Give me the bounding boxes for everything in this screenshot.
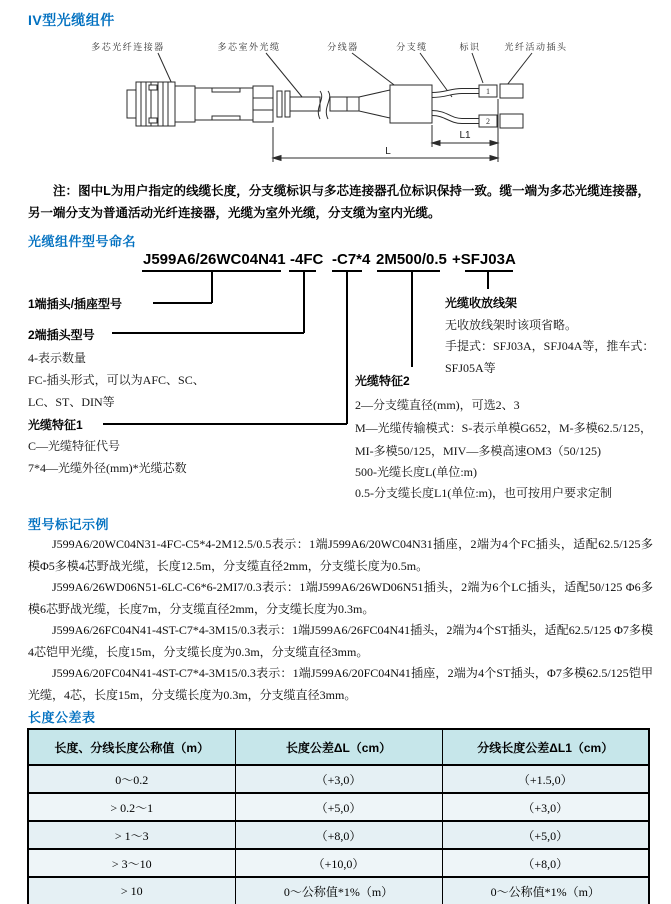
cell-range: 0～0.2 [28, 765, 235, 793]
table-row [28, 877, 649, 904]
example-paragraph: J599A6/20FC04N41-4ST-C7*4-3M15/0.3表示：1端J599A6/20FC04N41插座，2端为4个ST插头，Φ7多模62.5/125铠甲光缆，4芯，长度15m，分支缆长度为0.3m，分支缆直径3mm。 [28, 666, 653, 702]
cell-tolerance-l1: （+1.5,0） [442, 765, 649, 793]
example-paragraph: J599A6/26FC04N41-4ST-C7*4-3M15/0.3表示：1端J599A6/26FC04N41插头，2端为4个ST插头，适配62.5/125 Φ7多模4芯铠甲光缆，长度15m，分支缆长度为0.3m，分支缆直径3mm。 [28, 623, 653, 659]
label-end1-plug-type: 1端插头/插座型号 [28, 297, 123, 311]
desc-transmission-mode-2: MI-多模50/125，MIV—多模高速OM3（50/125) [355, 444, 601, 458]
col-header-branch-tolerance: 分线长度公差ΔL1（cm） [442, 729, 649, 765]
section-heading-naming: 光缆组件型号命名 [28, 234, 137, 249]
desc-end2-count: 4-表示数量 [28, 351, 86, 365]
outdoor-cable-icon [290, 91, 347, 119]
model-part-1: J599A6/26WC04N41 [143, 251, 286, 268]
desc-end2-plug-form-2: LC、ST、DIN等 [28, 395, 115, 409]
desc-cable-length: 500-光缆长度L(单位:m) [355, 465, 477, 479]
table-header-row [28, 729, 649, 765]
cell-range: > 3～10 [28, 849, 235, 877]
cell-tolerance-l: （+5,0） [235, 793, 442, 821]
table-row [28, 793, 649, 821]
multicore-connector-icon [127, 82, 290, 126]
example-paragraph: J599A6/20WC04N31-4FC-C5*4-2M12.5/0.5表示：1端J599A6/20WC04N31插座，2端为4个FC插头，适配62.5/125多模Φ5多模4芯野战光缆，长度12.5m，分支缆直径2mm，分支缆长度为0.5m。 [28, 537, 653, 573]
col-header-nominal-length: 长度、分线长度公称值（m） [28, 729, 235, 765]
cell-tolerance-l1: （+3,0） [442, 793, 649, 821]
model-part-4: 2M500/0.5 [376, 251, 447, 268]
table-row [28, 765, 649, 793]
label-fiber-plug: 光纤活动插头 [504, 42, 568, 52]
example-paragraph: J599A6/26WD06N51-6LC-C6*6-2MI7/0.3表示：1端J599A6/26WD06N51插头，2端为6个LC插头，适配50/125 Φ6多模6芯野战光缆，长度7m，分支缆直径2mm，分支缆长度为0.3m。 [28, 580, 653, 616]
dim-label-l: L [385, 146, 391, 157]
desc-end2-plug-form: FC-插头形式，可以为AFC、SC、 [28, 373, 205, 387]
table-row [28, 821, 649, 849]
desc-transmission-mode: M—光缆传输模式：S-表示单模G652，M-多模62.5/125， [355, 421, 653, 435]
model-part-3: -C7*4 [332, 251, 371, 268]
label-splitter: 分线器 [327, 42, 359, 52]
page-title: IV型光缆组件 [28, 12, 115, 28]
cell-tolerance-l: （+3,0） [235, 765, 442, 793]
label-end2-plug-type: 2端插头型号 [28, 328, 95, 342]
label-branch-cable: 分支缆 [396, 42, 428, 52]
examples-block [28, 534, 653, 706]
desc-feature1-diameter: 7*4—光缆外径(mm)*光缆芯数 [28, 461, 187, 475]
desc-branch-length: 0.5-分支缆长度L1(单位:m)，也可按用户要求定制 [355, 486, 612, 500]
fiber-plug-upper [500, 84, 523, 98]
cell-range: > 0.2～1 [28, 793, 235, 821]
cell-tolerance-l: （+8,0） [235, 821, 442, 849]
branch-cables-icon [432, 91, 479, 121]
splitter-icon [347, 85, 432, 123]
desc-reel-portable: 手提式：SFJ03A，SFJ04A等，推车式： [445, 339, 655, 353]
label-multicore-connector: 多芯光纤连接器 [91, 42, 165, 52]
desc-branch-diameter: 2—分支缆直径(mm)，可选2、3 [355, 398, 520, 412]
table-row [28, 849, 649, 877]
label-outdoor-cable: 多芯室外光缆 [217, 42, 281, 52]
dim-label-l1: L1 [459, 130, 471, 141]
diagram-note: 注：图中L为用户指定的线缆长度，分支缆标识与多芯连接器孔位标识保持一致。缆一端为多芯光缆连接器，另一端分支为普通活动光纤连接器，光缆为室外光缆，分支缆为室内光缆。 [28, 184, 650, 220]
desc-reel-cart: SFJ05A等 [445, 361, 496, 375]
section-heading-tolerance: 长度公差表 [28, 710, 96, 725]
marker-digit-2: 2 [486, 117, 490, 126]
label-marker: 标识 [459, 42, 481, 52]
cell-tolerance-l: 0～公称值*1%（m） [235, 877, 442, 904]
section-heading-examples: 型号标记示例 [28, 517, 110, 532]
cell-range: > 10 [28, 877, 235, 904]
fiber-plug-lower [500, 114, 523, 128]
length-tolerance-table [27, 728, 650, 904]
leader-marker [472, 53, 483, 83]
model-part-2: -4FC [290, 251, 324, 268]
desc-feature1-code: C—光缆特征代号 [28, 439, 121, 453]
cell-tolerance-l1: （+8,0） [442, 849, 649, 877]
label-cable-feature-2: 光缆特征2 [355, 374, 410, 388]
cell-tolerance-l: （+10,0） [235, 849, 442, 877]
marker-digit-1: 1 [486, 87, 490, 96]
cell-range: > 1～3 [28, 821, 235, 849]
leader-fiber-plug [507, 53, 532, 85]
cell-tolerance-l1: （+5,0） [442, 821, 649, 849]
desc-reel-omit: 无收放线架时该项省略。 [445, 318, 578, 332]
label-cable-feature-1: 光缆特征1 [28, 418, 83, 432]
cell-tolerance-l1: 0～公称值*1%（m） [442, 877, 649, 904]
col-header-length-tolerance: 长度公差ΔL（cm） [235, 729, 442, 765]
cable-assembly-diagram [0, 35, 671, 175]
label-cable-reel: 光缆收放线架 [445, 296, 518, 310]
model-part-5: +SFJ03A [452, 251, 516, 268]
